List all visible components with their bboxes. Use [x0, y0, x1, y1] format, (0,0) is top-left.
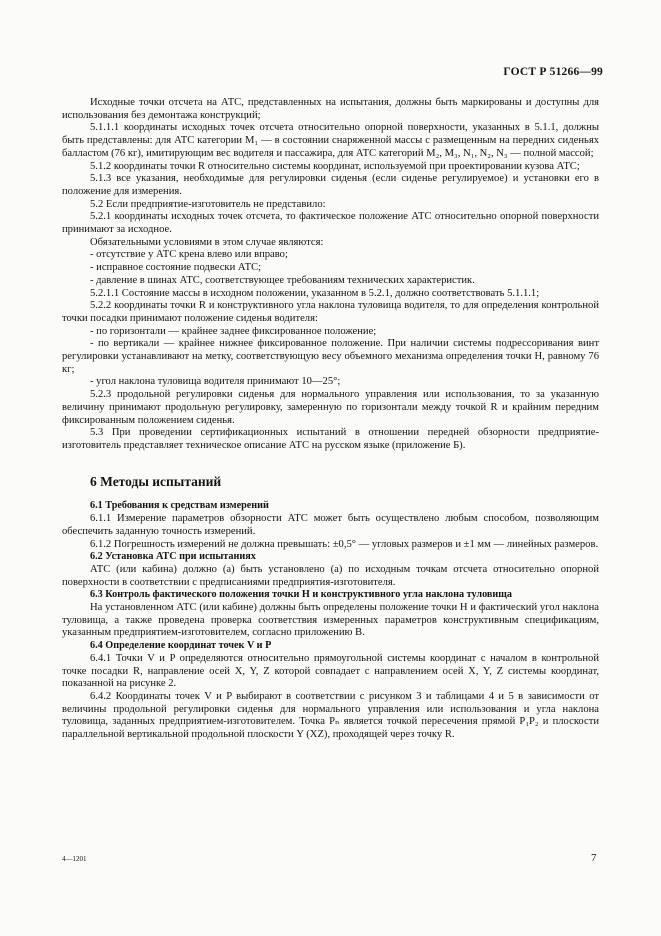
paragraph: 6.1.2 Погрешность измерений не должна превышать: ±0,5° — угловых размеров и ±1 мм — линейных размеров. — [90, 538, 599, 550]
paragraph: 6.4.1 Точки V и P определяются относительно прямоугольной системы координат с началом в контрольной точке посадки R, направление осей X, Y, Z которой совпадает с направлением осей X, Y, Z системы координат, показанной на рисунке 2. — [62, 652, 599, 690]
paragraph: АТС (или кабина) должно (а) быть установлено (а) по исходным точкам отсчета относительно опорной поверхности в соответствии с предписаниями предприятия-изготовителя. — [62, 563, 599, 588]
page-number: 7 — [591, 852, 597, 864]
paragraph: 6.1.1 Измерение параметров обзорности АТС может быть осуществлено любым способом, позволяющим обеспечить заданную точность измерений. — [62, 513, 599, 537]
standard-header: ГОСТ Р 51266—99 — [503, 66, 603, 78]
paragraph: - отсутствие у АТС крена влево или вправо; — [90, 249, 288, 261]
paragraph: 5.3 При проведении сертификационных испытаний в отношении передней обзорности предприятие-изготовитель представляет техническое описание АТС на русском языке (приложение Б). — [62, 427, 599, 451]
paragraph: 5.1.2 координаты точки R относительно системы координат, используемой при проектировании кузова АТС; — [90, 160, 580, 172]
paragraph: - давление в шинах АТС, соответствующее требованиям технических характеристик. — [90, 274, 475, 286]
subsection-6-1-title: 6.1 Требования к средствам измерений — [90, 500, 269, 512]
print-mark: 4—1201 — [62, 855, 87, 863]
paragraph: 5.2.3 продольной регулировки сиденья для нормального управления или использования, то за указанную величину принимают продольную регулировку, замеренную по горизонтали между точкой R и крайним передним фиксированным положением сиденья. — [62, 389, 599, 426]
paragraph: Обязательными условиями в этом случае являются: — [90, 236, 324, 248]
intro-paragraphs — [62, 97, 599, 453]
paragraph: - исправное состояние подвески АТС; — [90, 262, 262, 274]
subsection-6-1-body — [62, 513, 599, 551]
paragraph: 5.2.2 координаты точки R и конструктивного угла наклона туловища водителя, то для определения контрольной точки посадки принимают положение сиденья водителя: — [62, 300, 599, 324]
subsection-6-4-body — [62, 653, 599, 742]
document-body — [62, 97, 599, 742]
subsection-6-2-title: 6.2 Установка АТС при испытаниях — [90, 551, 256, 563]
paragraph: 6.4.2 Координаты точек V и P выбирают в соответствии с рисунком 3 и таблицами 4 и 5 в зависимости от величины продольной регулировки сиденья для нормального управления или использования и угла наклона туловища, заданных предприятием-изготовителем. Точка Pₙ является точкой пересечения прямой P₁P₂ и плоскости параллельной вертикальной продольной плоскости Y (XZ), проходящей через точку R. — [62, 690, 599, 741]
paragraph: Исходные точки отсчета на АТС, представленных на испытания, должны быть маркированы и доступны для использования без демонтажа конструкций; — [62, 97, 599, 121]
subsection-6-3-body — [62, 602, 599, 640]
subsection-6-3-title: 6.3 Контроль фактического положения точки H и конструктивного угла наклона туловища — [90, 589, 512, 601]
paragraph: 5.2.1.1 Состояние массы в исходном положении, указанном в 5.2.1, должно соответствовать 5.1.1.1; — [90, 287, 540, 299]
paragraph: - по горизонтали — крайнее заднее фиксированное положение; — [90, 325, 377, 337]
paragraph: - по вертикали — крайнее нижнее фиксированное положение. При наличии системы подрессоривания винт регулировки устанавливают на метку, соответствующую весу объемного механизма определения точки H, равному 76 кг; — [62, 338, 599, 375]
paragraph: На установленном АТС (или кабине) должны быть определены положение точки H и фактический угол наклона туловища, а также проведена проверка соответствия измеренных параметров конструктивным спецификациям, указанным предприятием-изготовителем, согласно приложению В. — [62, 602, 599, 639]
paragraph: 5.2 Если предприятие-изготовитель не представило: — [90, 198, 326, 210]
paragraph: 5.1.1.1 координаты исходных точек отсчета относительно опорной поверхности, указанных в 5.1.1, должны быть представлены: для АТС категории M₁ — в состоянии снаряженной массы с размещенным на передних сиденьях балластом (76 кг), имитирующим вес водителя и пассажира, для АТС категорий M₂, M₃, N₁, N₂, N₃ — полной массой; — [62, 122, 599, 159]
paragraph: 5.1.3 все указания, необходимые для регулировки сиденья (если сиденье регулируемое) и установки его в положение для измерения. — [62, 173, 599, 197]
subsection-6-4-title: 6.4 Определение координат точек V и P — [90, 640, 272, 652]
paragraph: 5.2.1 координаты исходных точек отсчета, то фактическое положение АТС относительно опорной поверхности принимают за исходное. — [62, 211, 599, 236]
subsection-6-2-body — [62, 564, 599, 589]
section-title: 6 Методы испытаний — [90, 473, 222, 489]
paragraph: - угол наклона туловища водителя принимают 10—25°; — [90, 376, 341, 388]
